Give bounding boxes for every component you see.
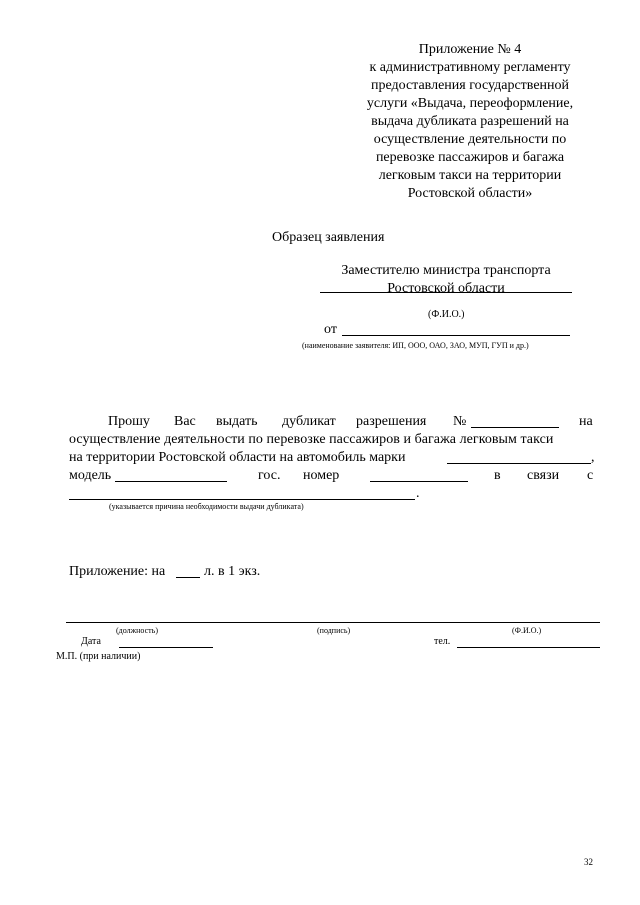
- comma: ,: [591, 450, 595, 465]
- signature-line[interactable]: [66, 622, 600, 623]
- attachment-suffix: л. в 1 экз.: [204, 564, 261, 579]
- attachment-label: Приложение: на: [69, 564, 166, 579]
- request-line-4: [69, 468, 595, 486]
- request-line-3: [69, 450, 595, 468]
- model-field[interactable]: [115, 481, 227, 482]
- annex-line: осуществление деятельности по: [373, 132, 567, 147]
- svyazi-label: связи: [527, 468, 560, 483]
- attachment-line: [69, 564, 165, 580]
- plate-number-field[interactable]: [370, 481, 468, 482]
- applicant-caption: (наименование заявителя: ИП, ООО, ОАО, ЗАО, МУП, ГУП и др.): [302, 341, 529, 350]
- date-field[interactable]: [119, 637, 213, 648]
- annex-line: услуги «Выдача, переоформление,: [366, 96, 574, 111]
- v-label: в: [494, 468, 501, 483]
- permit-number-field[interactable]: [471, 427, 559, 428]
- stamp-label: М.П. (при наличии): [56, 651, 141, 662]
- model-label: модель: [69, 468, 112, 483]
- annex-line: выдача дубликата разрешений на: [371, 114, 569, 129]
- phone-field[interactable]: [457, 637, 600, 648]
- line-text: осуществление деятельности по перевозке пассажиров и багажа легковым такси: [69, 432, 554, 447]
- annex-line: предоставления государственной: [370, 78, 570, 93]
- word: Вас: [174, 414, 196, 429]
- reason-field[interactable]: [69, 499, 415, 500]
- position-caption: (должность): [116, 626, 158, 635]
- annex-line: Ростовской области»: [407, 186, 533, 201]
- annex-header: [350, 41, 590, 203]
- gos-label: гос.: [258, 468, 281, 483]
- annex-line: к административному регламенту: [369, 60, 571, 75]
- annex-line: перевозке пассажиров и багажа: [375, 150, 565, 165]
- annex-line: легковым такси на территории: [378, 168, 562, 183]
- word: Прошу: [108, 414, 150, 429]
- fio-caption: (Ф.И.О.): [428, 309, 465, 320]
- word: на: [579, 414, 593, 429]
- s-label: с: [587, 468, 594, 483]
- word: №: [453, 414, 467, 429]
- date-label: Дата: [81, 636, 101, 647]
- sample-title: Образец заявления: [272, 230, 385, 245]
- phone-label: тел.: [434, 636, 451, 647]
- request-line-1: [69, 414, 595, 432]
- attachment-pages-field[interactable]: [176, 565, 200, 578]
- annex-line: Приложение № 4: [418, 42, 522, 57]
- word: выдать: [216, 414, 258, 429]
- page-number: 32: [584, 857, 593, 867]
- applicant-field-line[interactable]: [342, 325, 570, 336]
- addressee-line2: Ростовской области: [387, 281, 505, 296]
- word: разрешения: [356, 414, 427, 429]
- signature-fio-caption: (Ф.И.О.): [512, 626, 542, 635]
- from-label: от: [324, 322, 337, 337]
- nomer-label: номер: [303, 468, 340, 483]
- fio-field-line[interactable]: [320, 292, 572, 293]
- car-brand-field[interactable]: [447, 463, 591, 464]
- word: дубликат: [282, 414, 336, 429]
- line-text: на территории Ростовской области на автомобиль марки: [69, 450, 406, 465]
- reason-caption: (указывается причина необходимости выдачи дубликата): [109, 502, 304, 511]
- period: .: [416, 486, 420, 501]
- request-line-2: [69, 432, 595, 450]
- signature-caption: (подпись): [317, 626, 351, 635]
- addressee-line1: Заместителю министра транспорта: [341, 263, 551, 278]
